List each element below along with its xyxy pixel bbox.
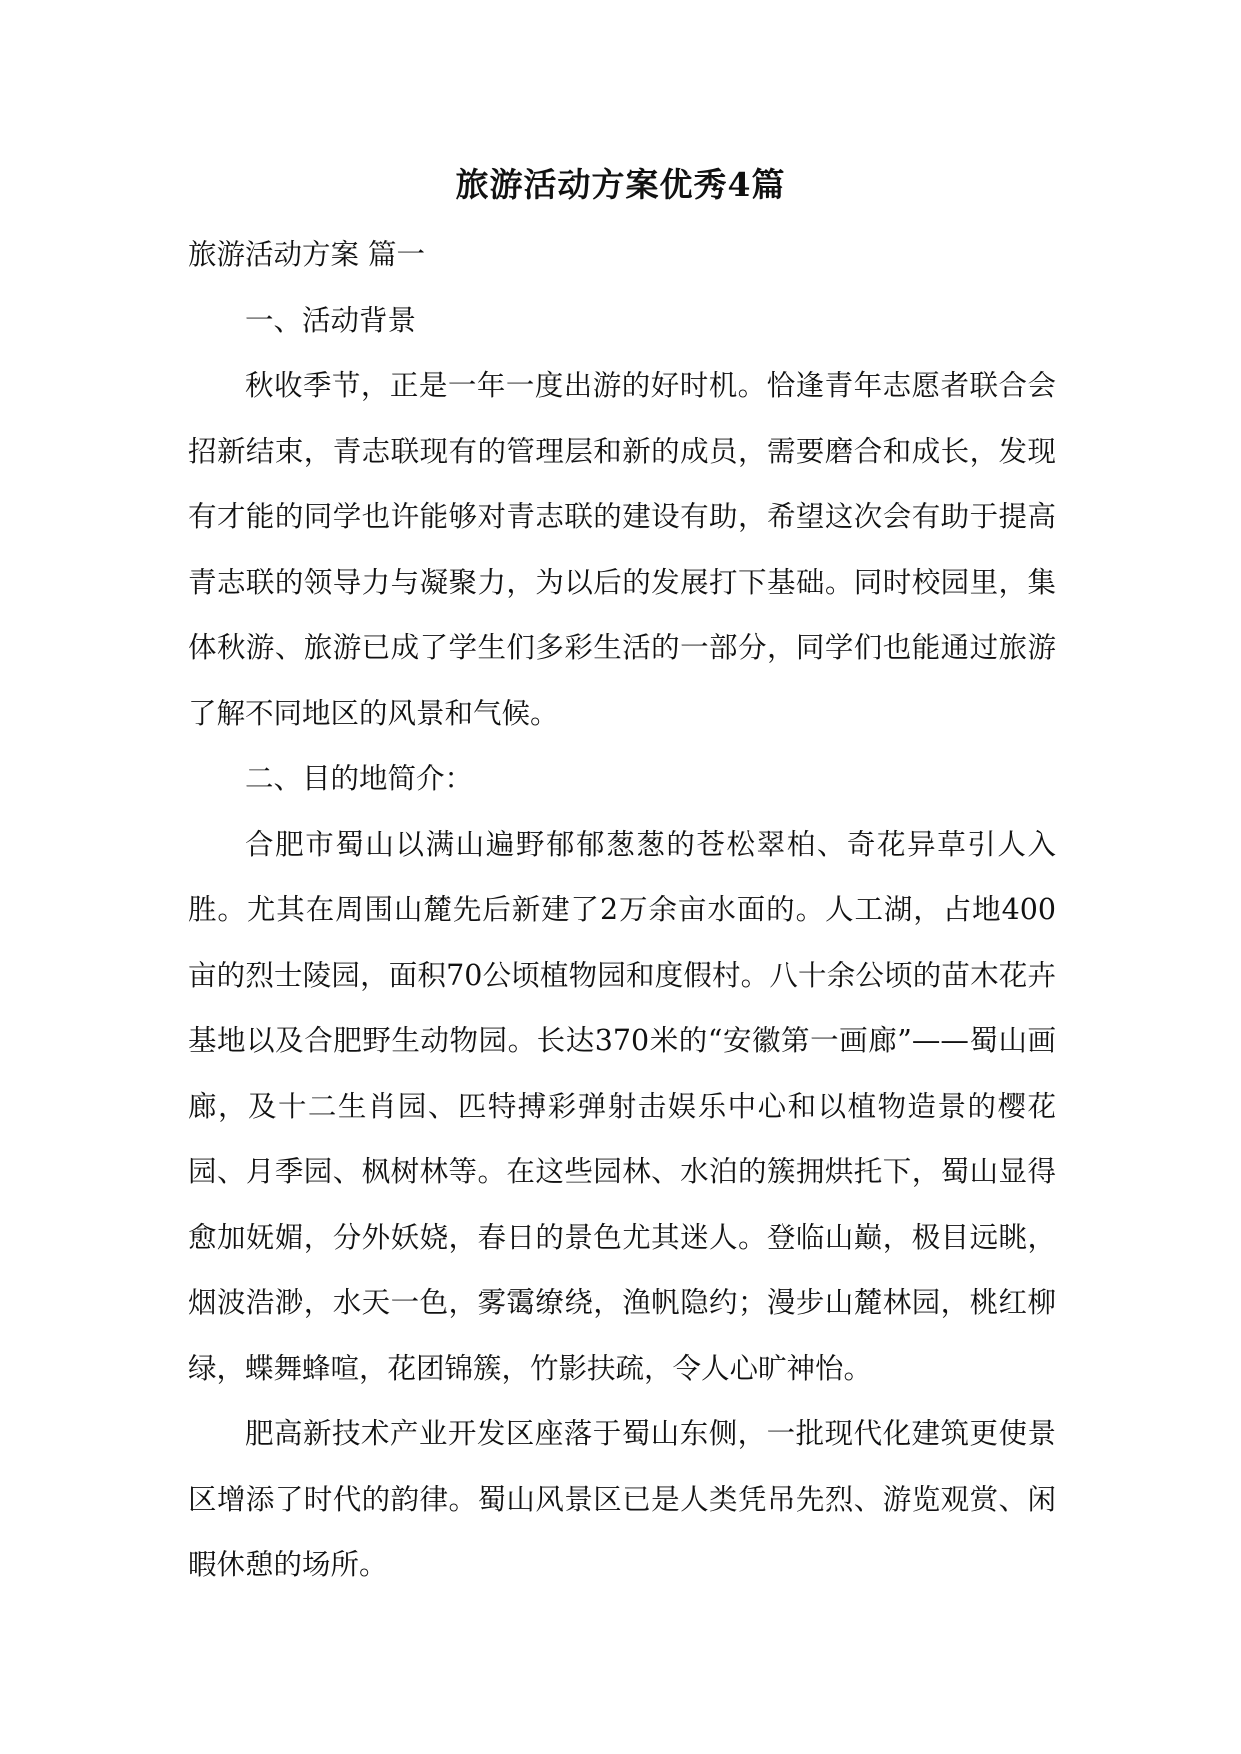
- heading-activity-background: 一、活动背景: [245, 303, 417, 337]
- heading-destination-intro: 二、目的地简介：: [245, 762, 474, 795]
- document-title: 旅游活动方案优秀4篇: [455, 165, 786, 204]
- paragraph-hightech-zone: 肥高新技术产业开发区座落于蜀山东侧，一批现代化建筑更使景区增添了时代的韵律。蜀山风景区已是人类凭吊先烈、游览观赏、闲暇休憩的场所。: [188, 1417, 1056, 1581]
- paragraph-activity-background: 秋收季节，正是一年一度出游的好时机。恰逢青年志愿者联合会招新结束，青志联现有的管理层和新的成员，需要磨合和成长，发现有才能的同学也许能够对青志联的建设有助，希望这次会有助于提高青志联的领导力与凝聚力，为以后的发展打下基础。同时校园里，集体秋游、旅游已成了学生们多彩生活的一部分，同学们也能通过旅游了解不同地区的风景和气候。: [188, 369, 1056, 730]
- section-title: 旅游活动方案 篇一: [188, 238, 426, 271]
- paragraph-destination-intro: 合肥市蜀山以满山遍野郁郁葱葱的苍松翠柏、奇花异草引人入胜。尤其在周围山麓先后新建了2万余亩水面的。人工湖，占地400亩的烈士陵园，面积70公顷植物园和度假村。八十余公顷的苗木花卉基地以及合肥野生动物园。长达370米的“安徽第一画廊”——蜀山画廊，及十二生肖园、匹特搏彩弹射击娱乐中心和以植物造景的樱花园、月季园、枫树林等。在这些园林、水泊的簇拥烘托下，蜀山显得愈加妩媚，分外妖娆，春日的景色尤其迷人。登临山巅，极目远眺，烟波浩渺，水天一色，雾霭缭绕，渔帆隐约；漫步山麓林园，桃红柳绿，蝶舞蜂喧，花团锦簇，竹影扶疏，令人心旷神怡。: [188, 827, 1056, 1385]
- document-body: [188, 222, 1056, 1598]
